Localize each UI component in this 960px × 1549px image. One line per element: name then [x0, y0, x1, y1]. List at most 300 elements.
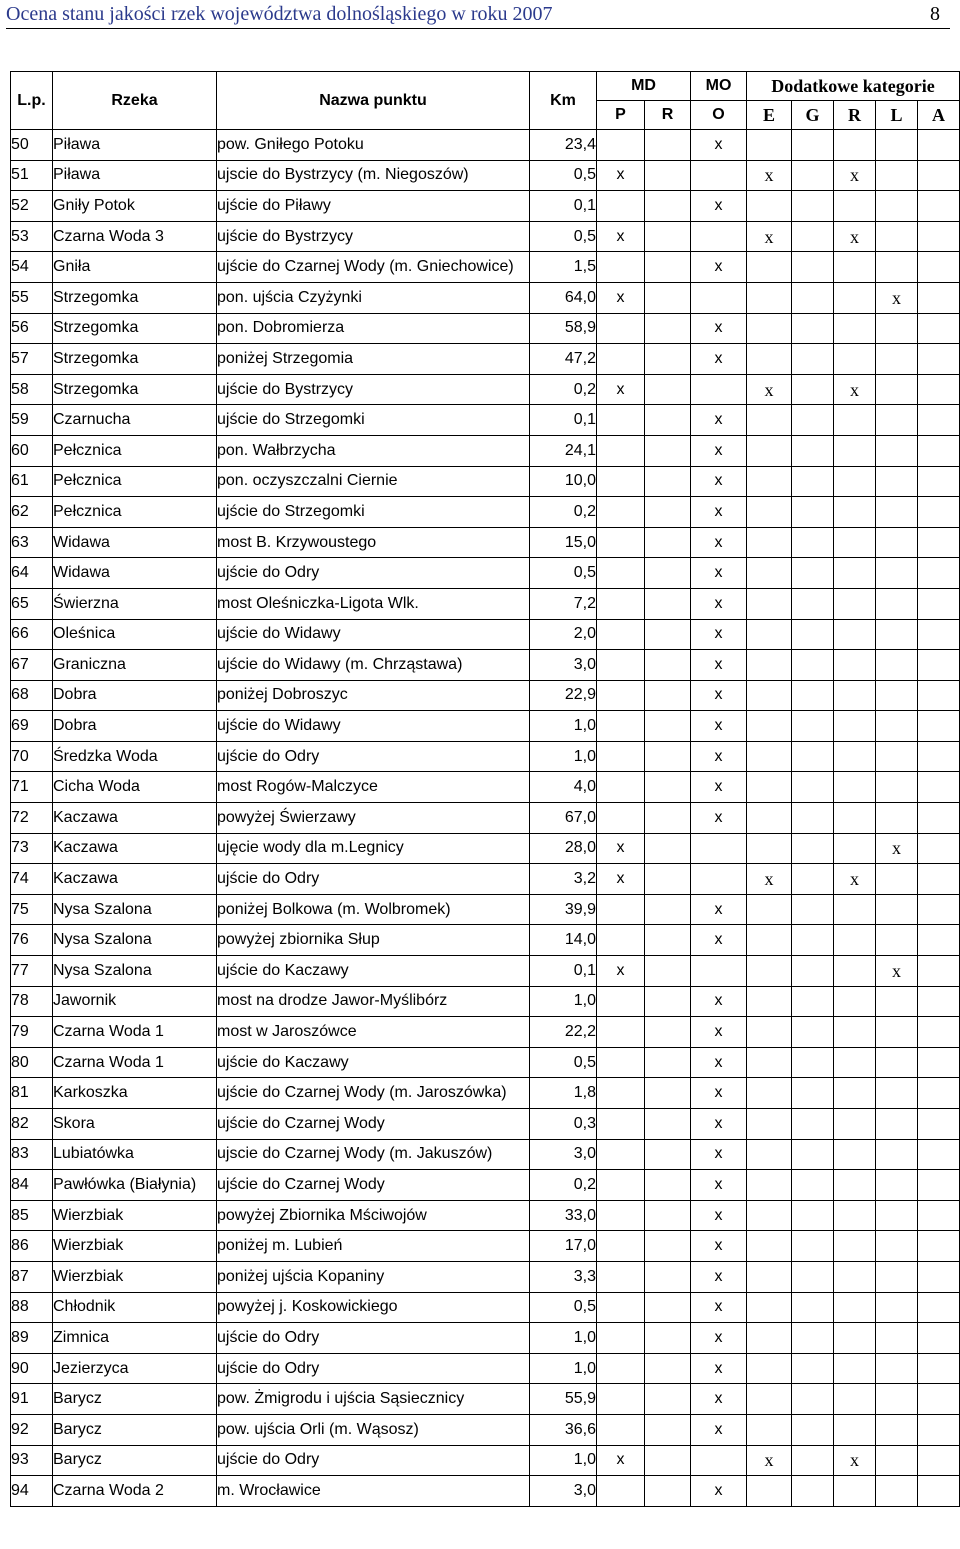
- cell-mo-o: x: [691, 1476, 747, 1507]
- table-row: [11, 313, 960, 344]
- table-row: [11, 680, 960, 711]
- cell-lp: 62: [11, 497, 53, 528]
- cell-river: Jezierzyca: [53, 1353, 217, 1384]
- cell-md-r: [645, 803, 691, 834]
- cell-mo-o: x: [691, 1323, 747, 1354]
- cell-km: 14,0: [530, 925, 597, 956]
- cell-point: ujście do Widawy: [217, 711, 530, 742]
- cell-extra-e: x: [747, 160, 792, 191]
- cell-river: Kaczawa: [53, 803, 217, 834]
- cell-extra-g: [792, 1476, 834, 1507]
- cell-extra-e: [747, 925, 792, 956]
- cell-md-p: [597, 619, 645, 650]
- cell-extra-e: [747, 282, 792, 313]
- cell-mo-o: x: [691, 772, 747, 803]
- cell-extra-e: [747, 986, 792, 1017]
- cell-extra-g: [792, 1261, 834, 1292]
- cell-extra-e: [747, 680, 792, 711]
- cell-md-r: [645, 527, 691, 558]
- cell-extra-l: [876, 435, 918, 466]
- cell-lp: 64: [11, 558, 53, 589]
- table-row: [11, 864, 960, 895]
- cell-md-r: [645, 619, 691, 650]
- cell-river: Widawa: [53, 558, 217, 589]
- cell-extra-e: [747, 1476, 792, 1507]
- cell-river: Czarna Woda 2: [53, 1476, 217, 1507]
- table-row: [11, 894, 960, 925]
- cell-extra-a: [918, 1292, 960, 1323]
- cell-km: 3,3: [530, 1261, 597, 1292]
- cell-km: 33,0: [530, 1200, 597, 1231]
- cell-point: ujście do Bystrzycy: [217, 221, 530, 252]
- cell-extra-a: [918, 313, 960, 344]
- header-km: Km: [530, 72, 597, 130]
- cell-md-r: [645, 466, 691, 497]
- cell-point: ujście do Odry: [217, 1323, 530, 1354]
- cell-river: Nysa Szalona: [53, 925, 217, 956]
- cell-md-r: [645, 864, 691, 895]
- table-row: [11, 588, 960, 619]
- cell-extra-l: [876, 1078, 918, 1109]
- page-number: 8: [930, 3, 940, 25]
- cell-extra-e: [747, 527, 792, 558]
- cell-extra-e: [747, 588, 792, 619]
- cell-km: 0,5: [530, 1047, 597, 1078]
- cell-extra-e: [747, 344, 792, 375]
- cell-extra-e: [747, 1109, 792, 1140]
- cell-extra-a: [918, 405, 960, 436]
- cell-mo-o: x: [691, 894, 747, 925]
- table-row: [11, 986, 960, 1017]
- cell-md-p: [597, 803, 645, 834]
- cell-mo-o: x: [691, 619, 747, 650]
- cell-extra-l: [876, 619, 918, 650]
- cell-point: ujscie do Bystrzycy (m. Niegoszów): [217, 160, 530, 191]
- cell-river: Barycz: [53, 1414, 217, 1445]
- cell-extra-e: [747, 1353, 792, 1384]
- table-row: [11, 833, 960, 864]
- cell-extra-r: [834, 894, 876, 925]
- cell-extra-e: [747, 313, 792, 344]
- cell-extra-g: [792, 1353, 834, 1384]
- table-row: [11, 466, 960, 497]
- cell-extra-r: [834, 741, 876, 772]
- cell-extra-l: [876, 1323, 918, 1354]
- cell-extra-l: [876, 313, 918, 344]
- table-row: [11, 1261, 960, 1292]
- cell-extra-l: [876, 986, 918, 1017]
- cell-km: 3,0: [530, 1139, 597, 1170]
- cell-mo-o: [691, 282, 747, 313]
- cell-extra-g: [792, 282, 834, 313]
- cell-extra-l: [876, 527, 918, 558]
- cell-mo-o: x: [691, 313, 747, 344]
- cell-md-p: [597, 191, 645, 222]
- cell-extra-e: [747, 558, 792, 589]
- cell-extra-r: [834, 1353, 876, 1384]
- cell-extra-e: [747, 619, 792, 650]
- header-sub-p: P: [597, 101, 645, 130]
- cell-md-r: [645, 313, 691, 344]
- table-row: [11, 497, 960, 528]
- cell-extra-e: [747, 1047, 792, 1078]
- cell-extra-l: [876, 497, 918, 528]
- cell-extra-e: [747, 497, 792, 528]
- cell-point: ujście do Czarnej Wody (m. Jaroszówka): [217, 1078, 530, 1109]
- cell-extra-l: [876, 772, 918, 803]
- cell-extra-r: [834, 711, 876, 742]
- table-row: [11, 1200, 960, 1231]
- cell-point: pon. Wałbrzycha: [217, 435, 530, 466]
- cell-lp: 54: [11, 252, 53, 283]
- cell-extra-g: [792, 680, 834, 711]
- cell-md-p: [597, 1323, 645, 1354]
- cell-extra-l: [876, 894, 918, 925]
- cell-mo-o: [691, 221, 747, 252]
- document-title: Ocena stanu jakości rzek województwa dolnośląskiego w roku 2007: [6, 3, 553, 25]
- cell-extra-r: [834, 191, 876, 222]
- table-row: [11, 191, 960, 222]
- cell-mo-o: x: [691, 252, 747, 283]
- cell-lp: 67: [11, 650, 53, 681]
- cell-mo-o: x: [691, 680, 747, 711]
- cell-md-r: [645, 130, 691, 161]
- cell-point: ujście do Odry: [217, 558, 530, 589]
- cell-mo-o: x: [691, 1200, 747, 1231]
- cell-river: Strzegomka: [53, 282, 217, 313]
- cell-km: 1,5: [530, 252, 597, 283]
- cell-lp: 82: [11, 1109, 53, 1140]
- cell-lp: 61: [11, 466, 53, 497]
- cell-extra-e: x: [747, 374, 792, 405]
- header-sub-r2: R: [834, 101, 876, 130]
- cell-extra-a: [918, 833, 960, 864]
- cell-extra-l: [876, 160, 918, 191]
- cell-km: 0,1: [530, 405, 597, 436]
- cell-extra-l: [876, 588, 918, 619]
- cell-mo-o: x: [691, 558, 747, 589]
- cell-extra-l: [876, 680, 918, 711]
- cell-mo-o: [691, 160, 747, 191]
- cell-extra-a: [918, 650, 960, 681]
- cell-extra-l: [876, 191, 918, 222]
- cell-mo-o: x: [691, 588, 747, 619]
- cell-mo-o: x: [691, 1109, 747, 1140]
- cell-km: 64,0: [530, 282, 597, 313]
- cell-km: 2,0: [530, 619, 597, 650]
- cell-mo-o: x: [691, 130, 747, 161]
- cell-extra-g: [792, 1170, 834, 1201]
- table-row: [11, 374, 960, 405]
- cell-lp: 83: [11, 1139, 53, 1170]
- cell-river: Gniły Potok: [53, 191, 217, 222]
- cell-md-p: [597, 925, 645, 956]
- header-sub-l: L: [876, 101, 918, 130]
- cell-extra-a: [918, 191, 960, 222]
- table-row: [11, 435, 960, 466]
- cell-extra-a: [918, 894, 960, 925]
- cell-md-p: x: [597, 833, 645, 864]
- cell-md-r: [645, 1078, 691, 1109]
- cell-extra-a: [918, 711, 960, 742]
- cell-mo-o: [691, 956, 747, 987]
- cell-extra-a: [918, 1200, 960, 1231]
- cell-md-p: [597, 894, 645, 925]
- cell-md-p: [597, 1139, 645, 1170]
- cell-lp: 89: [11, 1323, 53, 1354]
- header-point: Nazwa punktu: [217, 72, 530, 130]
- cell-extra-g: [792, 1414, 834, 1445]
- cell-md-r: [645, 1445, 691, 1476]
- cell-extra-a: [918, 864, 960, 895]
- cell-extra-g: [792, 1109, 834, 1140]
- cell-river: Barycz: [53, 1384, 217, 1415]
- cell-md-r: [645, 894, 691, 925]
- cell-md-p: [597, 1353, 645, 1384]
- cell-km: 3,0: [530, 1476, 597, 1507]
- cell-point: pow. Żmigrodu i ujścia Sąsiecznicy: [217, 1384, 530, 1415]
- table-row: [11, 925, 960, 956]
- cell-extra-g: [792, 160, 834, 191]
- table-row: [11, 1476, 960, 1507]
- cell-extra-l: [876, 1445, 918, 1476]
- cell-extra-a: [918, 1078, 960, 1109]
- cell-extra-l: [876, 1231, 918, 1262]
- cell-river: Piława: [53, 130, 217, 161]
- cell-extra-a: [918, 344, 960, 375]
- cell-extra-r: [834, 1292, 876, 1323]
- cell-extra-r: [834, 956, 876, 987]
- cell-md-r: [645, 435, 691, 466]
- cell-md-r: [645, 1353, 691, 1384]
- cell-lp: 78: [11, 986, 53, 1017]
- cell-extra-r: [834, 313, 876, 344]
- cell-river: Skora: [53, 1109, 217, 1140]
- cell-extra-a: [918, 252, 960, 283]
- cell-mo-o: x: [691, 803, 747, 834]
- cell-extra-r: [834, 1384, 876, 1415]
- cell-extra-g: [792, 191, 834, 222]
- cell-extra-r: [834, 558, 876, 589]
- cell-extra-g: [792, 405, 834, 436]
- cell-point: ujście do Kaczawy: [217, 1047, 530, 1078]
- cell-mo-o: x: [691, 497, 747, 528]
- cell-extra-g: [792, 466, 834, 497]
- cell-river: Pawłówka (Białynia): [53, 1170, 217, 1201]
- cell-md-p: [597, 1231, 645, 1262]
- cell-river: Wierzbiak: [53, 1261, 217, 1292]
- cell-km: 1,0: [530, 1445, 597, 1476]
- cell-extra-g: [792, 650, 834, 681]
- cell-extra-r: [834, 1323, 876, 1354]
- cell-km: 47,2: [530, 344, 597, 375]
- cell-extra-l: [876, 1414, 918, 1445]
- cell-point: most Oleśniczka-Ligota Wlk.: [217, 588, 530, 619]
- cell-extra-a: [918, 1231, 960, 1262]
- cell-md-r: [645, 925, 691, 956]
- table-header: [11, 72, 960, 130]
- cell-extra-e: [747, 130, 792, 161]
- cell-river: Dobra: [53, 680, 217, 711]
- table-row: [11, 1353, 960, 1384]
- cell-md-p: [597, 1047, 645, 1078]
- cell-mo-o: x: [691, 405, 747, 436]
- cell-extra-g: [792, 1200, 834, 1231]
- cell-md-r: [645, 1261, 691, 1292]
- table-row: [11, 711, 960, 742]
- cell-extra-a: [918, 956, 960, 987]
- cell-extra-g: [792, 1323, 834, 1354]
- cell-extra-a: [918, 986, 960, 1017]
- cell-extra-e: [747, 711, 792, 742]
- cell-md-r: [645, 252, 691, 283]
- cell-extra-r: [834, 1170, 876, 1201]
- cell-extra-e: [747, 1323, 792, 1354]
- cell-md-p: x: [597, 864, 645, 895]
- cell-mo-o: x: [691, 1078, 747, 1109]
- cell-md-p: [597, 650, 645, 681]
- cell-mo-o: x: [691, 527, 747, 558]
- cell-river: Pełcznica: [53, 497, 217, 528]
- cell-extra-r: [834, 803, 876, 834]
- cell-point: ujscie do Czarnej Wody (m. Jakuszów): [217, 1139, 530, 1170]
- cell-mo-o: x: [691, 1231, 747, 1262]
- cell-lp: 58: [11, 374, 53, 405]
- cell-extra-g: [792, 344, 834, 375]
- cell-lp: 50: [11, 130, 53, 161]
- cell-river: Oleśnica: [53, 619, 217, 650]
- cell-point: ujście do Bystrzycy: [217, 374, 530, 405]
- cell-point: ujście do Widawy: [217, 619, 530, 650]
- cell-point: pon. Dobromierza: [217, 313, 530, 344]
- cell-river: Czarna Woda 1: [53, 1047, 217, 1078]
- cell-extra-r: [834, 619, 876, 650]
- cell-km: 58,9: [530, 313, 597, 344]
- cell-extra-g: [792, 619, 834, 650]
- cell-km: 3,0: [530, 650, 597, 681]
- cell-point: ujęcie wody dla m.Legnicy: [217, 833, 530, 864]
- cell-extra-a: [918, 1170, 960, 1201]
- cell-km: 10,0: [530, 466, 597, 497]
- cell-md-p: [597, 1200, 645, 1231]
- cell-extra-a: [918, 221, 960, 252]
- header-sub-a: A: [918, 101, 960, 130]
- cell-extra-l: [876, 1384, 918, 1415]
- cell-mo-o: x: [691, 1384, 747, 1415]
- cell-km: 1,0: [530, 1353, 597, 1384]
- cell-extra-g: [792, 1384, 834, 1415]
- cell-river: Dobra: [53, 711, 217, 742]
- cell-mo-o: [691, 374, 747, 405]
- cell-extra-e: [747, 405, 792, 436]
- cell-extra-e: [747, 1231, 792, 1262]
- cell-extra-g: [792, 833, 834, 864]
- cell-km: 55,9: [530, 1384, 597, 1415]
- cell-extra-e: [747, 1200, 792, 1231]
- cell-extra-r: [834, 680, 876, 711]
- cell-river: Barycz: [53, 1445, 217, 1476]
- cell-point: poniżej Bolkowa (m. Wolbromek): [217, 894, 530, 925]
- cell-md-p: [597, 1292, 645, 1323]
- cell-river: Kaczawa: [53, 833, 217, 864]
- cell-lp: 88: [11, 1292, 53, 1323]
- cell-md-r: [645, 956, 691, 987]
- cell-lp: 84: [11, 1170, 53, 1201]
- cell-point: pow. ujścia Orli (m. Wąsosz): [217, 1414, 530, 1445]
- cell-extra-a: [918, 1139, 960, 1170]
- cell-extra-g: [792, 527, 834, 558]
- cell-extra-r: [834, 1231, 876, 1262]
- cell-md-r: [645, 1139, 691, 1170]
- cell-extra-r: [834, 1109, 876, 1140]
- cell-extra-r: [834, 527, 876, 558]
- cell-extra-g: [792, 435, 834, 466]
- cell-km: 1,0: [530, 741, 597, 772]
- cell-md-p: [597, 1017, 645, 1048]
- cell-md-r: [645, 1323, 691, 1354]
- cell-lp: 75: [11, 894, 53, 925]
- cell-extra-e: [747, 1170, 792, 1201]
- cell-extra-r: [834, 1078, 876, 1109]
- cell-extra-e: [747, 772, 792, 803]
- cell-md-r: [645, 588, 691, 619]
- cell-extra-g: [792, 558, 834, 589]
- cell-mo-o: x: [691, 711, 747, 742]
- cell-extra-l: [876, 1261, 918, 1292]
- cell-km: 15,0: [530, 527, 597, 558]
- cell-md-r: [645, 374, 691, 405]
- cell-extra-g: [792, 1445, 834, 1476]
- cell-mo-o: x: [691, 741, 747, 772]
- header-sub-g: G: [792, 101, 834, 130]
- cell-lp: 79: [11, 1017, 53, 1048]
- cell-extra-l: [876, 1353, 918, 1384]
- cell-extra-e: [747, 956, 792, 987]
- cell-extra-g: [792, 741, 834, 772]
- cell-extra-a: [918, 558, 960, 589]
- cell-mo-o: x: [691, 344, 747, 375]
- cell-extra-a: [918, 435, 960, 466]
- cell-md-p: [597, 1384, 645, 1415]
- cell-lp: 87: [11, 1261, 53, 1292]
- cell-md-p: [597, 1261, 645, 1292]
- cell-extra-r: [834, 1139, 876, 1170]
- cell-md-p: [597, 252, 645, 283]
- cell-extra-a: [918, 1353, 960, 1384]
- cell-extra-l: [876, 405, 918, 436]
- cell-extra-e: [747, 1017, 792, 1048]
- cell-md-r: [645, 1476, 691, 1507]
- cell-md-r: [645, 741, 691, 772]
- table-row: [11, 1323, 960, 1354]
- cell-extra-a: [918, 466, 960, 497]
- cell-md-r: [645, 711, 691, 742]
- cell-lp: 90: [11, 1353, 53, 1384]
- cell-extra-g: [792, 925, 834, 956]
- cell-lp: 63: [11, 527, 53, 558]
- cell-mo-o: x: [691, 986, 747, 1017]
- cell-extra-r: x: [834, 864, 876, 895]
- cell-lp: 56: [11, 313, 53, 344]
- cell-river: Nysa Szalona: [53, 894, 217, 925]
- cell-extra-e: x: [747, 864, 792, 895]
- cell-md-r: [645, 405, 691, 436]
- cell-point: ujście do Odry: [217, 864, 530, 895]
- cell-lp: 51: [11, 160, 53, 191]
- cell-extra-l: [876, 374, 918, 405]
- cell-point: ujście do Piławy: [217, 191, 530, 222]
- cell-extra-r: x: [834, 1445, 876, 1476]
